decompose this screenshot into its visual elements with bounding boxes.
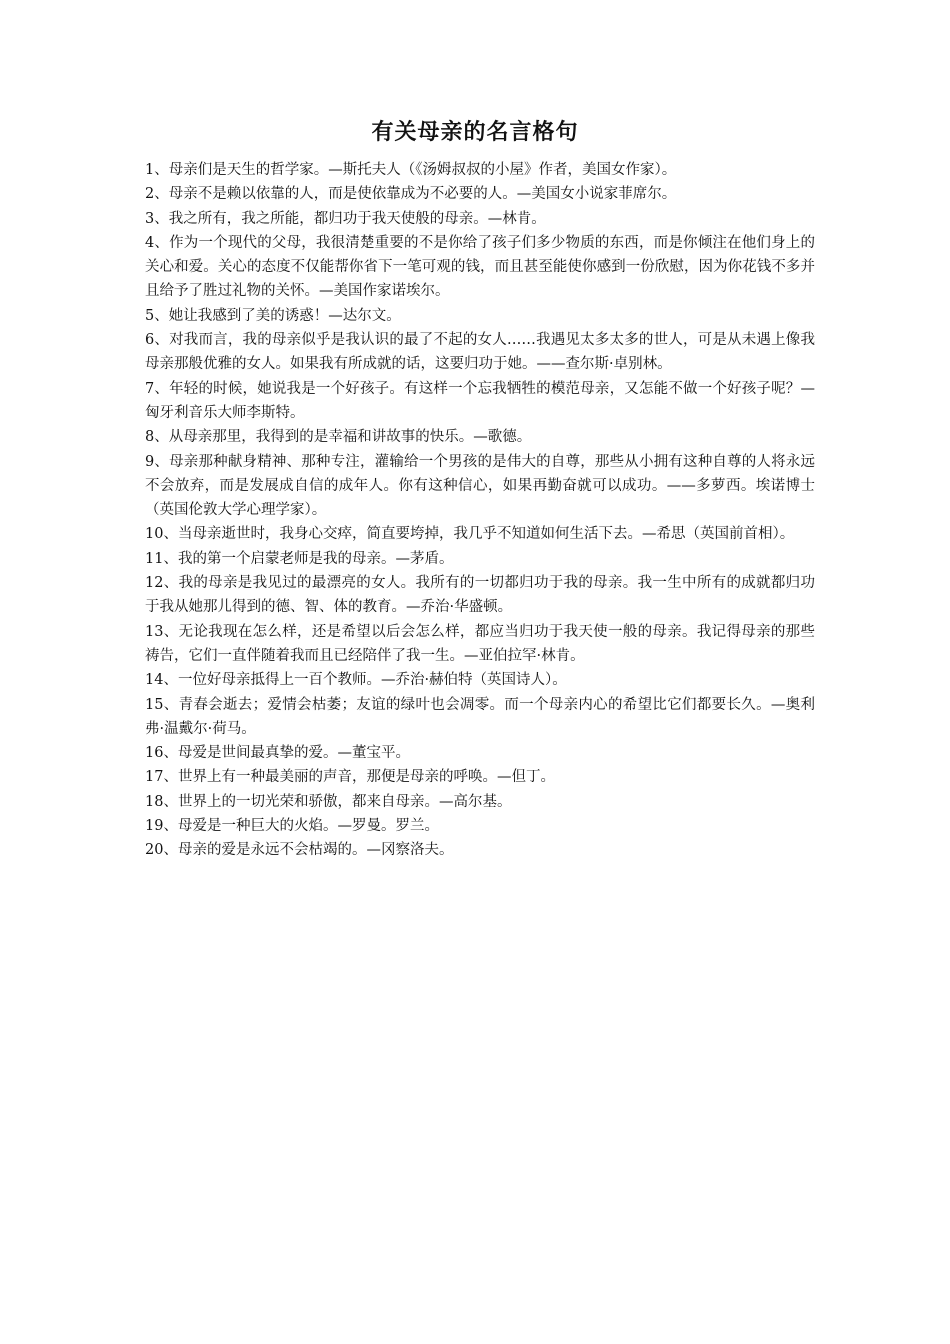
quote-item-13: 13、无论我现在怎么样，还是希望以后会怎么样，都应当归功于我天使一般的母亲。我记得母亲的那些祷告，它们一直伴随着我而且已经陪伴了我一生。—亚伯拉罕·林肯。 <box>145 623 815 664</box>
quote-item-11: 11、我的第一个启蒙老师是我的母亲。—茅盾。 <box>145 550 454 567</box>
quote-item-8: 8、从母亲那里，我得到的是幸福和讲故事的快乐。—歌德。 <box>145 429 532 446</box>
quote-item-6: 6、对我而言，我的母亲似乎是我认识的最了不起的女人……我遇见太多太多的世人，可是从未遇上像我母亲那般优雅的女人。如果我有所成就的话，这要归功于她。——查尔斯·卓别林。 <box>145 332 815 373</box>
quote-item-7: 7、年轻的时候，她说我是一个好孩子。有这样一个忘我牺牲的模范母亲，又怎能不做一个好孩子呢？—匈牙利音乐大师李斯特。 <box>145 380 815 421</box>
quote-list <box>145 158 815 863</box>
quote-item-5: 5、她让我感到了美的诱惑！—达尔文。 <box>145 307 401 324</box>
quote-item-4: 4、作为一个现代的父母，我很清楚重要的不是你给了孩子们多少物质的东西，而是你倾注在他们身上的关心和爱。关心的态度不仅能帮你省下一笔可观的钱，而且甚至能使你感到一份欣慰，因为你花钱不多并且给予了胜过礼物的关怀。—美国作家诺埃尔。 <box>145 234 815 300</box>
quote-item-9: 9、母亲那种献身精神、那种专注，灌输给一个男孩的是伟大的自尊，那些从小拥有这种自尊的人将永远不会放弃，而是发展成自信的成年人。你有这种信心，如果再勤奋就可以成功。——多萝西。埃诺博士（英国伦敦大学心理学家）。 <box>145 453 815 519</box>
quote-item-15: 15、青春会逝去；爱情会枯萎；友谊的绿叶也会凋零。而一个母亲内心的希望比它们都要长久。—奥利弗·温戴尔·荷马。 <box>145 696 815 737</box>
quote-item-20: 20、母亲的爱是永远不会枯竭的。—冈察洛夫。 <box>145 842 454 859</box>
quote-item-1: 1、母亲们是天生的哲学家。—斯托夫人（《汤姆叔叔的小屋》作者，美国女作家）。 <box>145 162 677 178</box>
quote-item-12: 12、我的母亲是我见过的最漂亮的女人。我所有的一切都归功于我的母亲。我一生中所有的成就都归功于我从她那儿得到的德、智、体的教育。—乔治·华盛顿。 <box>145 575 815 616</box>
quote-item-19: 19、母爱是一种巨大的火焰。—罗曼。罗兰。 <box>145 818 439 835</box>
page-title: 有关母亲的名言格句 <box>371 120 579 145</box>
quote-item-2: 2、母亲不是赖以依靠的人，而是使依靠成为不必要的人。—美国女小说家菲席尔。 <box>145 186 677 203</box>
quote-item-3: 3、我之所有，我之所能，都归功于我天使般的母亲。—林肯。 <box>145 210 546 227</box>
quote-item-10: 10、当母亲逝世时，我身心交瘁，简直要垮掉，我几乎不知道如何生活下去。—希思（英国前首相）。 <box>145 526 795 543</box>
quote-item-17: 17、世界上有一种最美丽的声音，那便是母亲的呼唤。—但丁。 <box>145 769 555 786</box>
quote-item-18: 18、世界上的一切光荣和骄傲，都来自母亲。—高尔基。 <box>145 793 512 810</box>
quote-item-14: 14、一位好母亲抵得上一百个教师。—乔治·赫伯特（英国诗人）。 <box>145 672 567 689</box>
quote-item-16: 16、母爱是世间最真挚的爱。—董宝平。 <box>145 745 410 762</box>
